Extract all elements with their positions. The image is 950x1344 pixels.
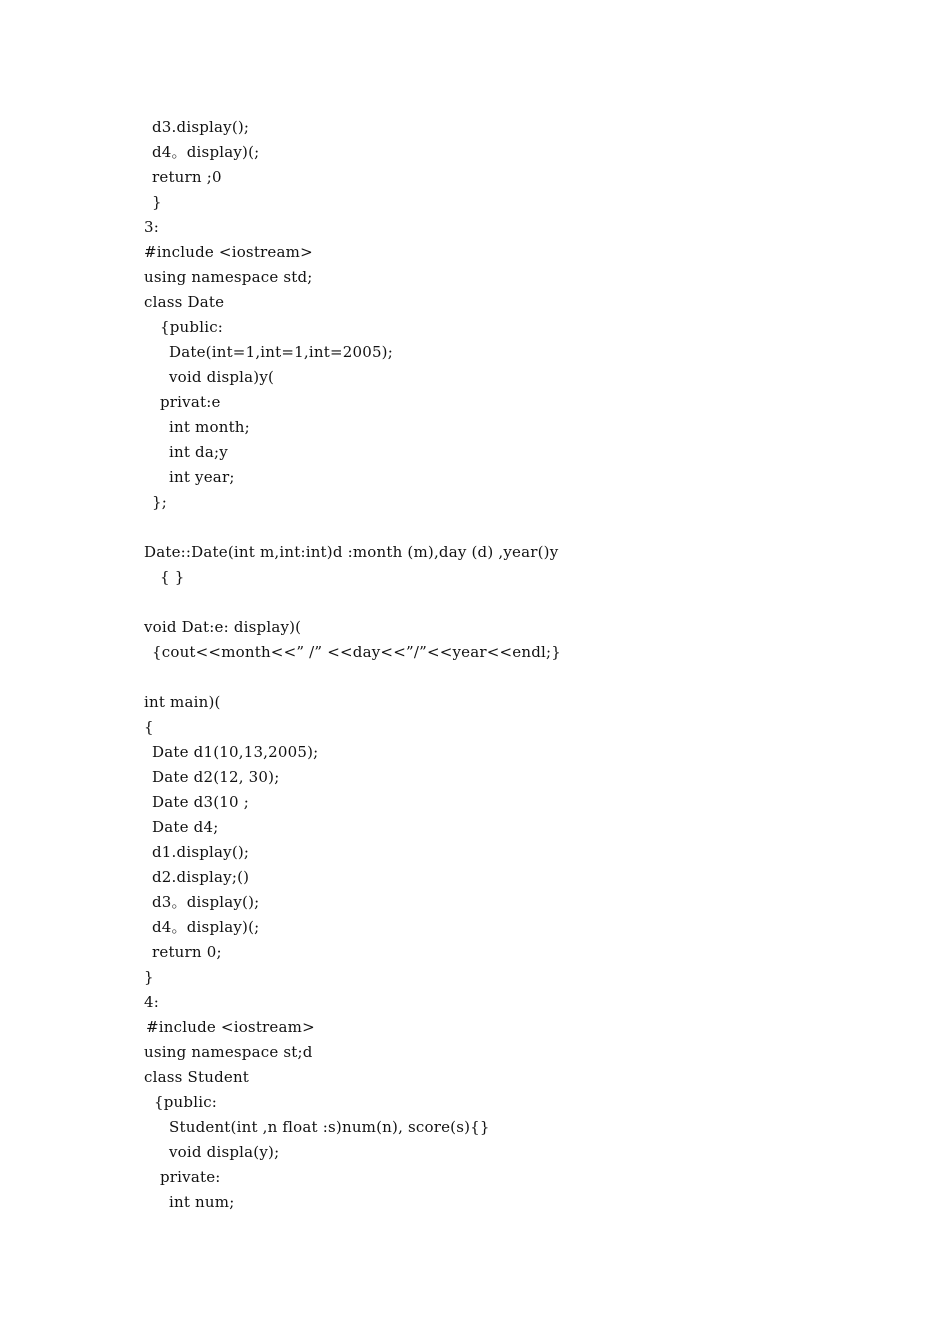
code-line: #include <iostream> [146, 1018, 315, 1036]
code-line: int year; [169, 468, 235, 486]
code-line: } [144, 968, 154, 986]
code-line: #include <iostream> [144, 243, 313, 261]
code-line: d3。display(); [152, 893, 260, 911]
code-line: Student(int ,n float :s)num(n), score(s){} [169, 1118, 490, 1136]
code-line: 4: [144, 993, 159, 1011]
code-line: int month; [169, 418, 250, 436]
code-line: void displa(y); [169, 1143, 280, 1161]
code-line: Date(int=1,int=1,int=2005); [169, 343, 393, 361]
code-line: }; [152, 493, 167, 511]
code-line: int main)( [144, 693, 221, 711]
code-line: void displa)y( [169, 368, 275, 386]
code-line: Date d1(10,13,2005); [152, 743, 319, 761]
code-line: using namespace std; [144, 268, 313, 286]
code-line: d1.display(); [152, 843, 250, 861]
code-line: privat:e [160, 393, 221, 411]
code-line: class Date [144, 293, 225, 311]
code-line: d4。display)(; [152, 143, 260, 161]
code-line: Date d4; [152, 818, 219, 836]
code-line: {cout<<month<<” /” <<day<<”/”<<year<<endl;} [152, 643, 562, 661]
code-line: Date d2(12, 30); [152, 768, 280, 786]
code-line: d4。display)(; [152, 918, 260, 936]
code-line: 3: [144, 218, 159, 236]
code-line: {public: [154, 1093, 218, 1111]
code-line: d3.display(); [152, 118, 250, 136]
code-line: int da;y [169, 443, 228, 461]
code-line: {public: [160, 318, 224, 336]
code-line: void Dat:e: display)( [144, 618, 302, 636]
code-line: class Student [144, 1068, 250, 1086]
code-line: } [152, 193, 162, 211]
code-line: private: [160, 1168, 221, 1186]
code-line: int num; [169, 1193, 235, 1211]
code-line: { [144, 718, 154, 736]
code-line: { } [160, 568, 185, 586]
code-line: return ;0 [152, 168, 222, 186]
code-line: d2.display;() [152, 868, 250, 886]
code-line: return 0; [152, 943, 222, 961]
code-line: Date d3(10 ; [152, 793, 249, 811]
code-line: Date::Date(int m,int:int)d :month (m),day (d) ,year()y [144, 543, 559, 561]
code-line: using namespace st;d [144, 1043, 313, 1061]
